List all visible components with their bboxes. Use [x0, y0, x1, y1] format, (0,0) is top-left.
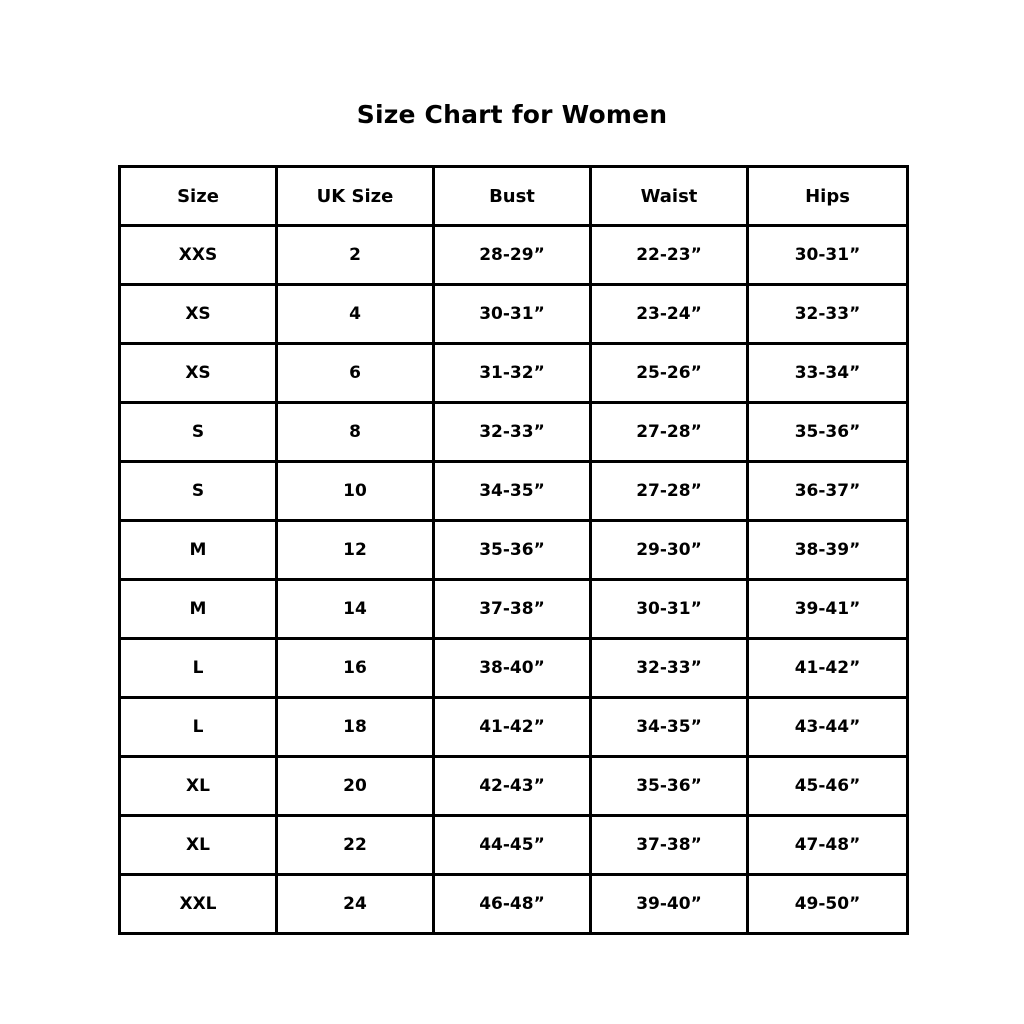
cell-hips: 33-34”: [748, 344, 908, 403]
cell-hips: 49-50”: [748, 875, 908, 934]
table-row: [120, 875, 908, 934]
cell-waist: 27-28”: [591, 403, 748, 462]
cell-size: XXL: [120, 875, 277, 934]
size-chart-table-container: [118, 165, 906, 935]
cell-hips: 38-39”: [748, 521, 908, 580]
cell-size: S: [120, 403, 277, 462]
cell-size: L: [120, 639, 277, 698]
cell-uk-size: 4: [277, 285, 434, 344]
cell-hips: 47-48”: [748, 816, 908, 875]
table-row: [120, 816, 908, 875]
cell-waist: 39-40”: [591, 875, 748, 934]
cell-size: L: [120, 698, 277, 757]
cell-bust: 46-48”: [434, 875, 591, 934]
cell-uk-size: 16: [277, 639, 434, 698]
table-row: [120, 580, 908, 639]
cell-uk-size: 12: [277, 521, 434, 580]
cell-waist: 27-28”: [591, 462, 748, 521]
cell-bust: 42-43”: [434, 757, 591, 816]
cell-waist: 30-31”: [591, 580, 748, 639]
cell-bust: 44-45”: [434, 816, 591, 875]
table-row: [120, 344, 908, 403]
cell-size: M: [120, 521, 277, 580]
table-row: [120, 757, 908, 816]
table-row: [120, 698, 908, 757]
cell-size: XL: [120, 757, 277, 816]
column-header-bust: Bust: [434, 167, 591, 226]
cell-size: XS: [120, 285, 277, 344]
cell-size: XS: [120, 344, 277, 403]
column-header-waist: Waist: [591, 167, 748, 226]
cell-waist: 23-24”: [591, 285, 748, 344]
size-chart-table: [118, 165, 909, 935]
cell-hips: 41-42”: [748, 639, 908, 698]
column-header-size: Size: [120, 167, 277, 226]
table-row: [120, 521, 908, 580]
cell-size: XL: [120, 816, 277, 875]
table-row: [120, 403, 908, 462]
table-header-row: [120, 167, 908, 226]
cell-uk-size: 6: [277, 344, 434, 403]
cell-bust: 41-42”: [434, 698, 591, 757]
cell-size: M: [120, 580, 277, 639]
table-row: [120, 639, 908, 698]
cell-waist: 34-35”: [591, 698, 748, 757]
table-body: [120, 226, 908, 934]
cell-uk-size: 14: [277, 580, 434, 639]
cell-waist: 29-30”: [591, 521, 748, 580]
table-header: [120, 167, 908, 226]
cell-waist: 37-38”: [591, 816, 748, 875]
cell-hips: 36-37”: [748, 462, 908, 521]
cell-hips: 35-36”: [748, 403, 908, 462]
column-header-hips: Hips: [748, 167, 908, 226]
cell-bust: 34-35”: [434, 462, 591, 521]
cell-uk-size: 20: [277, 757, 434, 816]
cell-bust: 30-31”: [434, 285, 591, 344]
cell-bust: 31-32”: [434, 344, 591, 403]
cell-waist: 22-23”: [591, 226, 748, 285]
cell-hips: 45-46”: [748, 757, 908, 816]
cell-hips: 39-41”: [748, 580, 908, 639]
page-title: Size Chart for Women: [356, 100, 668, 129]
cell-uk-size: 22: [277, 816, 434, 875]
cell-bust: 38-40”: [434, 639, 591, 698]
cell-hips: 30-31”: [748, 226, 908, 285]
cell-waist: 32-33”: [591, 639, 748, 698]
cell-hips: 32-33”: [748, 285, 908, 344]
cell-uk-size: 18: [277, 698, 434, 757]
cell-uk-size: 10: [277, 462, 434, 521]
cell-bust: 37-38”: [434, 580, 591, 639]
cell-size: S: [120, 462, 277, 521]
cell-uk-size: 24: [277, 875, 434, 934]
table-row: [120, 226, 908, 285]
cell-bust: 35-36”: [434, 521, 591, 580]
table-row: [120, 285, 908, 344]
column-header-uk-size: UK Size: [277, 167, 434, 226]
cell-waist: 35-36”: [591, 757, 748, 816]
cell-bust: 28-29”: [434, 226, 591, 285]
table-row: [120, 462, 908, 521]
cell-hips: 43-44”: [748, 698, 908, 757]
cell-uk-size: 2: [277, 226, 434, 285]
cell-waist: 25-26”: [591, 344, 748, 403]
cell-uk-size: 8: [277, 403, 434, 462]
cell-size: XXS: [120, 226, 277, 285]
cell-bust: 32-33”: [434, 403, 591, 462]
